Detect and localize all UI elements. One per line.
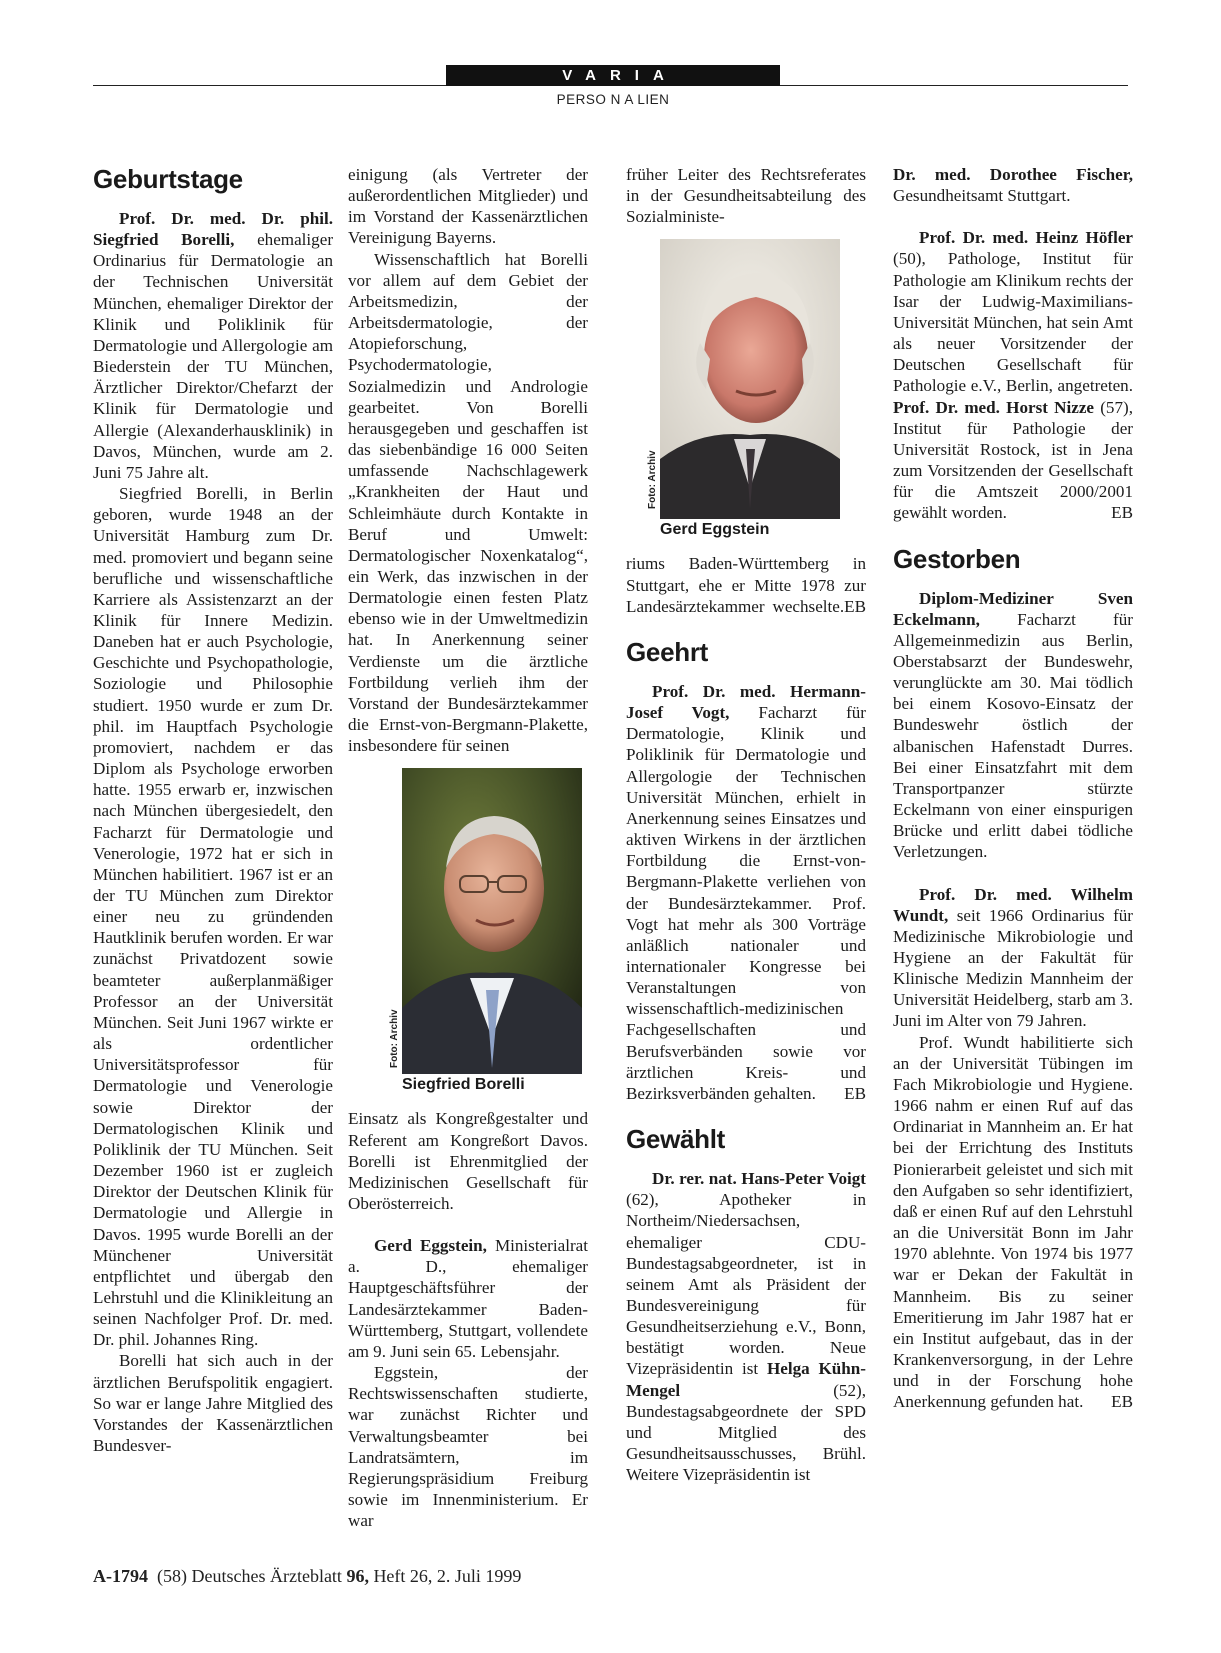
article-paragraph: Siegfried Borelli, in Berlin geboren, wurde 1948 an der Universität Hamburg zum Dr. med. promoviert und begann seine berufliche und wissenschaftliche Karriere als Assistenzarzt an der Klinik für Innere Medizin. Daneben hat er auch Psychologie, Geschichte und Psychopathologie, Soziologie und Philosophie studiert. 1950 wurde er zum Dr. phil. im Hauptfach Psychologie promoviert, nachdem er das Diplom als Psychologe erworben hatte. 1955 erwarb er, inzwischen nach München übergesiedelt, den Facharzt für Dermatologie und Venerologie, 1972 hat er sich in München habilitiert. 1967 ist er an der TU München zum Direktor einer neu zu gründenden Hautklinik berufen worden. Er war zunächst Privatdozent sowie beamteter außerplanmäßiger Professor an der Universität München. Seit Juni 1967 wirkte er als ordentlicher Universitätsprofessor für Dermatologie und Venerologie sowie Direktor der Dermatologischen Klinik und Poliklinik der TU München. Seit Dezember 1960 ist er zugleich Direktor der Deutschen Klinik für Dermatologie und Allergie in Davos. 1995 wurde Borelli an der Münchener Universität entpflichtet und übergab den Lehrstuhl und die Klinikleitung an seinen Nachfolger Prof. Dr. med. Dr. phil. Johannes Ring. <box>93 484 333 1350</box>
author-initials: EB <box>1111 1392 1133 1412</box>
author-initials: EB <box>844 596 866 616</box>
person-name: Gerd Eggstein, <box>374 1236 487 1256</box>
article-paragraph: Eggstein, der Rechtswissenschaften studierte, war zunächst Richter und Verwaltungsbeamter bei Landratsämtern, im Regierungspräsidium Freiburg sowie im Innenministerium. Er war <box>348 1363 588 1531</box>
person-name: Prof. Dr. med. Hermann-Josef Vogt, <box>626 681 866 723</box>
photo-borelli <box>348 768 588 1096</box>
article-paragraph: früher Leiter des Rechtsreferates in der Gesundheitsabteilung des Sozialministe- <box>626 165 866 227</box>
person-name: Prof. Dr. med. Horst Nizze <box>893 397 1095 417</box>
page-footer: A-1794 (58) Deutsches Ärzteblatt 96, Heft 26, 2. Juli 1999 <box>93 1566 522 1586</box>
article-wundt: Prof. Dr. med. Wilhelm Wundt, seit 1966 Ordinarius für Medizinische Mikrobiologie und Hygiene an der Fakultät für Klinische Medizin Mannheim der Universität Heidelberg, starb am 3. Juni im Alter von 79 Jahren. <box>893 884 1133 1031</box>
page-number: A-1794 <box>93 1566 148 1586</box>
author-initials: EB <box>1111 503 1133 523</box>
person-name: Dr. med. Dorothee Fischer, <box>893 165 1133 184</box>
heading-gewaehlt: Gewählt <box>626 1124 726 1155</box>
photo-caption: Siegfried Borelli <box>402 1076 525 1094</box>
article-hoefler: Prof. Dr. med. Heinz Höfler (50), Pathologe, Institut für Pathologie am Klinikum rechts der Isar der Ludwig-Maximilians-Universität München, hat sein Amt als neuer Vorsitzender der Deutschen Gesellschaft für Pathologie e.V., Berlin, angetreten. Prof. Dr. med. Horst Nizze (57), Institut für Pathologie der Universität Rostock, ist in Jena zum Vorsitzenden der Gesellschaft für die Amtszeit 2000/2001 gewählt worden. EB <box>893 228 1133 523</box>
section-label: VARIA <box>446 65 780 86</box>
heading-gestorben: Gestorben <box>893 543 1021 574</box>
article-borelli-intro: Prof. Dr. med. Dr. phil. Siegfried Borelli, ehemaliger Ordinarius für Dermatologie an der Technischen Universität München, ehemaliger Direktor der Klinik und Poliklinik für Dermatologie und Allergologie am Biederstein der TU München, Ärztlicher Direktor/Chefarzt der Klinik für Dermatologie und Allergie (Alexanderhausklinik) in Davos, München, wurde am 2. Juni 75 Jahre alt. <box>93 209 334 482</box>
person-name: Prof. Dr. med. Dr. phil. Siegfried Borelli, <box>93 209 333 250</box>
photo-credit: Foto: Archiv <box>647 450 658 510</box>
article-eckelmann: Diplom-Mediziner Sven Eckelmann, Facharzt für Allgemeinmedizin aus Berlin, Oberstabsarzt der Bundeswehr, verunglückte am 30. Mai tödlich bei einem Kosovo-Einsatz der Bundeswehr östlich der albanischen Hafenstadt Durres. Bei einer Einsatzfahrt mit dem Transportpanzer stürzte Eckelmann von einer einspurigen Brücke und erlitt dabei tödliche Verletzungen. <box>893 588 1133 862</box>
column-3 <box>626 164 866 1485</box>
person-name: Prof. Dr. med. Heinz Höfler <box>919 228 1133 248</box>
person-name: Diplom-Mediziner Sven Eckelmann, <box>893 588 1133 629</box>
article-paragraph: Wissenschaftlich hat Borelli vor allem auf dem Gebiet der Arbeitsmedizin, der Arbeitsdermatologie, der Atopieforschung, Psychodermatologie, Sozialmedizin und Andrologie gearbeitet. Von Borelli herausgegeben und geschaffen ist das siebenbändige 16 000 Seiten umfassende Nachschlagewerk „Krankheiten der Haut und Schleimhäute durch Kontakte in Beruf und Umwelt: Dermatologischer Noxenkatalog“, ein Werk, das inzwischen in der Dermatologie einen festen Platz ebenso wie in der Umweltmedizin hat. In Anerkennung seiner Verdienste um die ärztliche Fortbildung verlieh ihm der Vorstand der Bundesärztekammer die Ernst-von-Bergmann-Plakette, insbesondere für seinen <box>348 249 588 756</box>
article-fischer: Dr. med. Dorothee Fischer, Gesundheitsamt Stuttgart. <box>893 165 1133 206</box>
article-paragraph: Einsatz als Kongreßgestalter und Referent am Kongreßort Davos. Borelli ist Ehrenmitglied der Medizinischen Gesellschaft für Oberösterreich. <box>348 1109 588 1213</box>
photo-credit: Foto: Archiv <box>389 1009 400 1069</box>
heading-geehrt: Geehrt <box>626 636 709 667</box>
article-paragraph: einigung (als Vertreter der außerordentlichen Mitglieder) und im Vorstand der Kassenärztlichen Vereinigung Bayerns. <box>348 165 588 248</box>
person-name: Dr. rer. nat. Hans-Peter Voigt <box>652 1169 866 1189</box>
author-initials: EB <box>844 1083 866 1103</box>
article-voigt: Dr. rer. nat. Hans-Peter Voigt (62), Apotheker in Northeim/Niedersachsen, ehemaliger CDU-Bundestagsabgeordneter, ist in seinem Amt als Präsident der Bundesvereinigung für Gesundheitserziehung e.V., Bonn, bestätigt worden. Neue Vizepräsidentin ist Helga Kühn-Mengel (52), Bundestagsabgeordnete der SPD und Mitglied des Gesundheitsausschusses, Brühl. Weitere Vizepräsidentin ist <box>626 1169 866 1485</box>
person-name: Prof. Dr. med. Wilhelm Wundt, <box>893 884 1133 925</box>
article-paragraph: Borelli hat sich auch in der ärztlichen Berufspolitik engagiert. So war er lange Jahre Mitglied des Vorstandes der Kassenärztlichen Bundesver- <box>93 1351 333 1456</box>
portrait-borelli <box>402 768 582 1074</box>
photo-caption: Gerd Eggstein <box>660 521 770 539</box>
column-2 <box>348 164 588 1531</box>
column-4 <box>893 164 1133 1412</box>
heading-geburtstage: Geburtstage <box>93 164 243 194</box>
article-paragraph: riums Baden-Württemberg in Stuttgart, ehe er Mitte 1978 zur Landesärztekammer wechselte. EB <box>626 554 866 616</box>
column-1 <box>93 164 333 1456</box>
portrait-eggstein <box>660 239 840 519</box>
volume-number: 96, <box>346 1566 369 1586</box>
subsection-label: PERSO N A LIEN <box>556 92 670 107</box>
person-name: Helga Kühn-Mengel <box>626 1359 866 1400</box>
article-paragraph: Prof. Wundt habilitierte sich an der Universität Tübingen im Fach Mikrobiologie und Hygiene. 1966 nahm er einen Ruf auf das Ordinariat in Mannheim an. Er hat bei der Errichtung des Instituts Pionierarbeit geleistet und sich mit den Aufgaben so sehr identifiziert, daß er einen Ruf auf den Lehrstuhl an die Universität Bonn im Jahr 1970 ablehnte. Von 1974 bis 1977 war er Dekan der Fakultät in Mannheim. Bis zu seiner Emeritierung im Jahr 1987 hat er ein Institut aufgebaut, das in der Krankenversorgung, in der Lehre und in der Forschung hohe Anerkennung gefunden hat. EB <box>893 1032 1133 1412</box>
article-vogt: Prof. Dr. med. Hermann-Josef Vogt, Facharzt für Dermatologie, Klinik und Poliklinik für Dermatologie und Allergologie der Technischen Universität München, erhielt in Anerkennung seines Einsatzes und aktiven Wirkens in der ärztlichen Fortbildung die Ernst-von-Bergmann-Plakette verliehen von der Bundesärztekammer. Prof. Vogt hat mehr als 300 Vorträge anläßlich nationaler und internationaler Kongresse bei Veranstaltungen von wissenschaftlich-medizinischen Fachgesellschaften und Berufsverbänden sowie vor ärztlichen Kreis- und Bezirksverbänden gehalten. EB <box>626 681 867 1103</box>
article-eggstein-intro: Gerd Eggstein, Ministerialrat a. D., ehemaliger Hauptgeschäftsführer der Landesärztekammer Baden-Württemberg, Stuttgart, vollendete am 9. Juni sein 65. Lebensjahr. <box>348 1236 588 1361</box>
photo-eggstein <box>626 239 866 541</box>
